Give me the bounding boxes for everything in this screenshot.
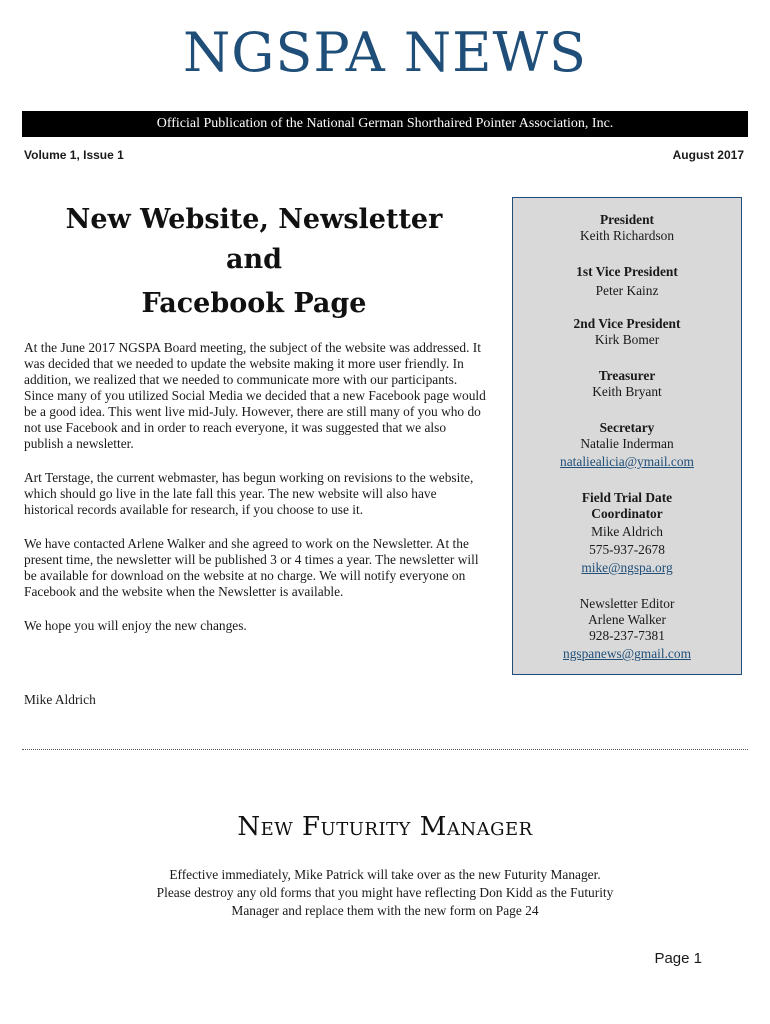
officer-name: Keith Richardson — [579, 228, 675, 243]
officer-name: Arlene Walker — [588, 612, 666, 627]
issue-date: August 2017 — [672, 148, 744, 162]
officer-title: President — [599, 212, 655, 227]
article-paragraph: Art Terstage, the current webmaster, has begun working on revisions to the website, which should go live in the late fall this year. The new website will also have historical records available for research, if you choose to use it. — [24, 470, 474, 517]
secretary-email-link[interactable]: nataliealicia@ymail.com — [560, 454, 694, 469]
headline-line-1: New Website, Newsletter — [65, 204, 443, 235]
officer-phone: 575-937-2678 — [589, 542, 665, 557]
headline-line-2: and — [225, 244, 282, 275]
officer-name: Mike Aldrich — [591, 524, 663, 539]
officer-title: 2nd Vice President — [573, 316, 681, 331]
officer-treasurer — [513, 368, 741, 400]
futurity-line: Manager and replace them with the new form on Page 24 — [231, 903, 539, 918]
officer-field-trial-coordinator — [513, 490, 741, 576]
article-paragraph: We have contacted Arlene Walker and she agreed to work on the Newsletter. At the present time, the newsletter will be published 3 or 4 times a year. The newsletter will be available for download on the website at no charge. We will notify everyone on Facebook and the website when the Newsletter is available. — [24, 536, 479, 599]
officer-vp1 — [513, 264, 741, 299]
main-headline — [24, 200, 484, 324]
newsletter-title: NGSPA NEWS — [182, 21, 588, 84]
officer-newsletter-editor — [513, 596, 741, 662]
officer-title: Coordinator — [591, 506, 663, 521]
officers-sidebar — [512, 197, 742, 675]
coordinator-email-link[interactable]: mike@ngspa.org — [581, 560, 673, 575]
futurity-line: Effective immediately, Mike Patrick will take over as the new Futurity Manager. — [169, 867, 601, 882]
officer-title: Newsletter Editor — [579, 596, 675, 611]
officer-secretary — [513, 420, 741, 470]
officer-title: Secretary — [599, 420, 655, 435]
officer-name: Kirk Bomer — [594, 332, 660, 347]
section-divider — [22, 749, 748, 750]
futurity-heading: New Futurity Manager — [237, 812, 533, 842]
officer-title: Treasurer — [598, 368, 656, 383]
futurity-body — [120, 866, 650, 920]
futurity-line: Please destroy any old forms that you might have reflecting Don Kidd as the Futurity — [156, 885, 614, 900]
editor-email-link[interactable]: ngspanews@gmail.com — [563, 646, 691, 661]
officer-name: Keith Bryant — [592, 384, 662, 399]
officer-name: Peter Kainz — [595, 283, 659, 298]
main-article-body — [24, 340, 486, 652]
officer-phone: 928-237-7381 — [589, 628, 665, 643]
page-number: Page 1 — [654, 950, 702, 967]
article-paragraph: At the June 2017 NGSPA Board meeting, the subject of the website was addressed. It was decided that we needed to update the website making it more user friendly. In addition, we realized that we needed to communicate more with our participants. Since many of you utilized Social Media we decided that a new Facebook page would be a good idea. This went live mid-July. However, there are still many of you who do not use Facebook and in order to reach everyone, it was suggested that we also publish a newsletter. — [24, 340, 486, 451]
article-signature: Mike Aldrich — [24, 692, 96, 707]
issue-number: Volume 1, Issue 1 — [24, 148, 124, 162]
article-paragraph: We hope you will enjoy the new changes. — [24, 618, 247, 633]
officer-title: Field Trial Date — [581, 490, 673, 505]
officer-name: Natalie Inderman — [580, 436, 674, 451]
officer-title: 1st Vice President — [576, 264, 678, 279]
officer-president — [513, 212, 741, 244]
headline-line-3: Facebook Page — [141, 288, 367, 319]
officer-vp2 — [513, 316, 741, 348]
subtitle-bar: Official Publication of the National German Shorthaired Pointer Association, Inc. — [22, 111, 748, 137]
